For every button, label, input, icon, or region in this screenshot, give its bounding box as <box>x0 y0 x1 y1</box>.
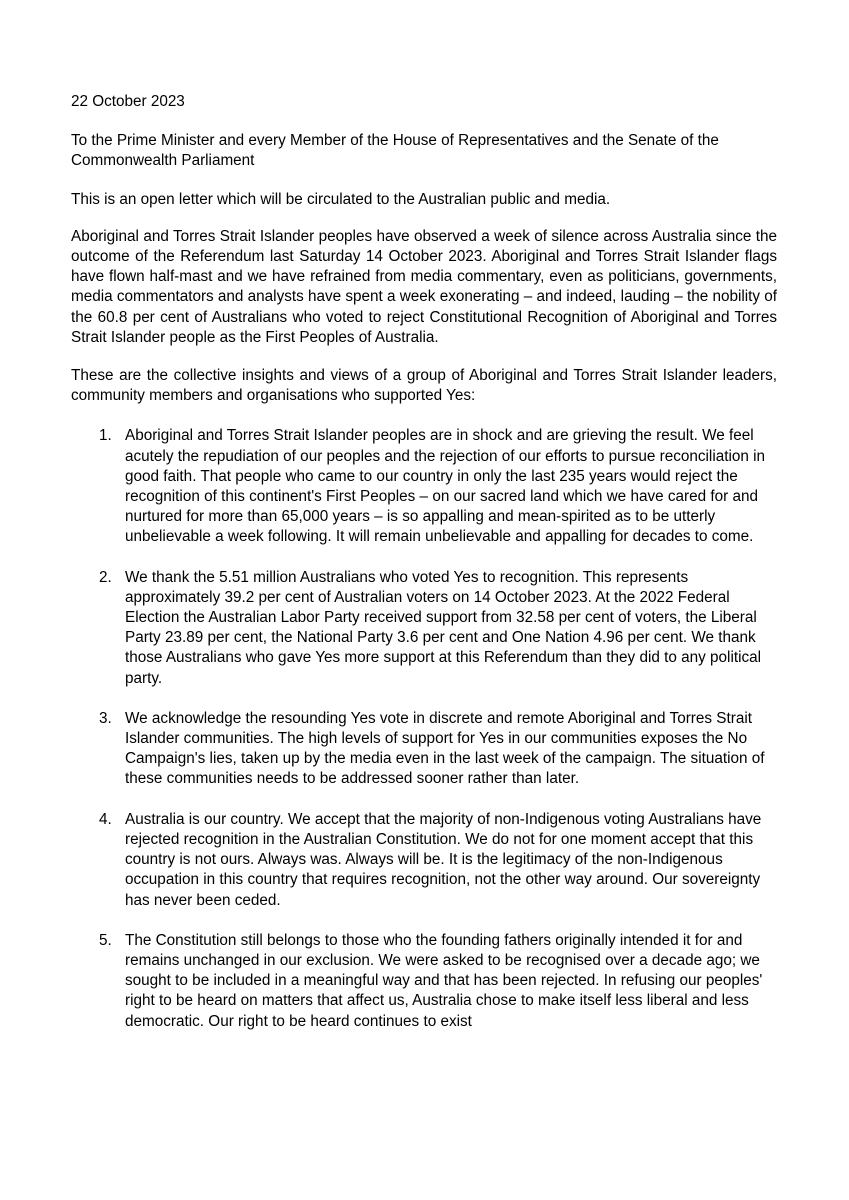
list-item-text: We acknowledge the resounding Yes vote in discrete and remote Aboriginal and Torres Strait Islander communities. The high levels of support for Yes in our communities exposes the No Campaign's lies, taken up by the media even in the last week of the campaign. The situation of these communities needs to be addressed sooner rather than later. <box>125 709 765 788</box>
list-item-text: Aboriginal and Torres Strait Islander peoples are in shock and are grieving the result. We feel acutely the repudiation of our peoples and the rejection of our efforts to pursue reconciliation in good faith. That people who came to our country in only the last 235 years would reject the recognition of this continent's First Peoples – on our sacred land which we have cared for and nurtured for more than 65,000 years – is so appalling and mean-spirited as to be utterly unbelievable a week following. It will remain unbelievable and appalling for decades to come. <box>125 427 766 546</box>
list-item-number: 2. <box>99 568 112 586</box>
open-letter-notice: This is an open letter which will be circulated to the Australian public and media. <box>71 190 611 208</box>
letter-date: 22 October 2023 <box>71 93 185 110</box>
numbered-points-list <box>71 426 777 1031</box>
list-item-number: 1. <box>99 427 112 445</box>
list-item <box>71 709 777 790</box>
list-item <box>71 426 777 547</box>
list-item-text: Australia is our country. We accept that the majority of non-Indigenous voting Australians have rejected recognition in the Australian Constitution. We do not for one moment accept that this country is not ours. Always was. Always will be. It is the legitimacy of the non-Indigenous occupation in this country that requires recognition, not the other way around. Our sovereignty has never been ceded. <box>125 810 762 909</box>
list-item-number: 3. <box>99 709 112 727</box>
list-item-number: 4. <box>99 810 112 828</box>
list-item <box>71 931 777 1032</box>
list-item-text: The Constitution still belongs to those who the founding fathers originally intended it for and remains unchanged in our exclusion. We were asked to be recognised over a decade ago; we sought to be included in a meaningful way and that has been rejected. In refusing our peoples' right to be heard on matters that affect us, Australia chose to make itself less liberal and less democratic. Our right to be heard continues to exist <box>125 931 763 1030</box>
list-introduction: These are the collective insights and views of a group of Aboriginal and Torres Strait Islander leaders, community members and organisations who supported Yes: <box>71 367 777 405</box>
opening-paragraph: Aboriginal and Torres Strait Islander peoples have observed a week of silence across Australia since the outcome of the Referendum last Saturday 14 October 2023. Aboriginal and Torres Strait Islander flags have flown half-mast and we have refrained from media commentary, even as politicians, governments, media commentators and analysts have spent a week exonerating – and indeed, lauding – the nobility of the 60.8 per cent of Australians who voted to reject Constitutional Recognition of Aboriginal and Torres Strait Islander people as the First Peoples of Australia. <box>71 227 777 346</box>
list-item <box>71 568 777 689</box>
letter-addressee: To the Prime Minister and every Member of the House of Representatives and the Senate of the Commonwealth Parliament <box>71 132 719 170</box>
list-item-text: We thank the 5.51 million Australians who voted Yes to recognition. This represents approximately 39.2 per cent of Australian voters on 14 October 2023. At the 2022 Federal Election the Australian Labor Party received support from 32.58 per cent of voters, the Liberal Party 23.89 per cent, the National Party 3.6 per cent and One Nation 4.96 per cent. We thank those Australians who gave Yes more support at this Referendum than they did to any political party. <box>125 568 762 687</box>
list-item-number: 5. <box>99 931 112 949</box>
document-body <box>71 92 777 1032</box>
list-item <box>71 810 777 911</box>
